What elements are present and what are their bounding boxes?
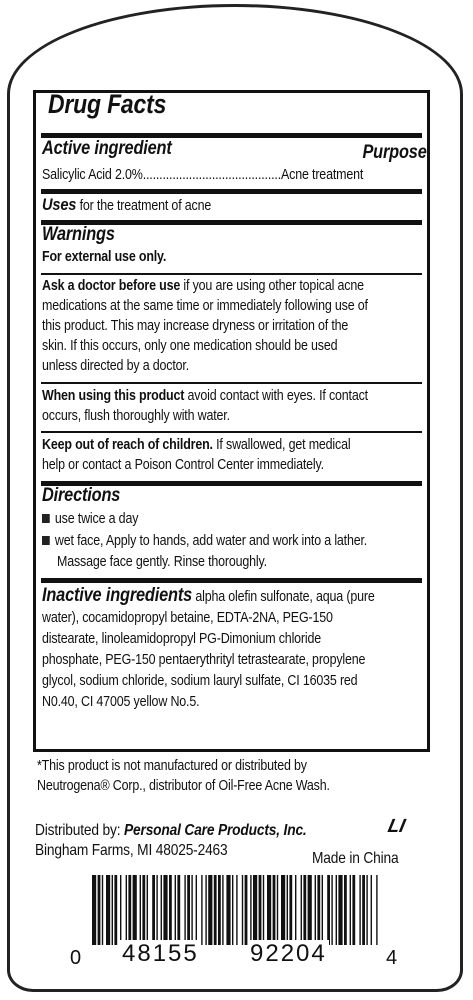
barcode-bar [301,875,302,945]
distributed-by-label: Distributed by: [35,822,121,839]
ask-doctor-line-3: this product. This may increase dryness or irritation of the [42,318,349,334]
barcode [92,875,380,945]
ingredient-name: Salicylic Acid 2.0% [42,167,143,183]
barcode-number-group-2: 92204 [250,940,327,967]
barcode-bar [205,875,206,945]
barcode-bar [315,875,316,945]
warnings-heading: Warnings [42,224,115,245]
barcode-bar [236,875,237,945]
barcode-bar [184,875,185,945]
barcode-bar [322,875,323,945]
barcode-bar [218,875,221,945]
keep-out-line-1: Keep out of reach of children. If swallowed, get medical [42,437,351,453]
barcode-bar [177,875,180,945]
barcode-bar [352,875,355,945]
barcode-bar [142,875,145,945]
purpose-heading: Purpose [362,142,427,163]
distributor-line [35,822,307,840]
barcode-bar [169,875,172,945]
barcode-bar [366,875,367,945]
barcode-bar [287,875,288,945]
bullet-square-icon [42,536,50,545]
barcode-bar [128,875,131,945]
barcode-number-group-1: 48155 [122,940,199,967]
inactive-line-6: N0.40, CI 47005 yellow No.5. [42,694,200,710]
ask-doctor-line-5: unless directed by a doctor. [42,358,189,374]
bullet-square-icon [42,514,50,523]
barcode-bar [147,875,148,945]
barcode-bar [156,875,157,945]
barcode-bar [102,875,103,945]
barcode-bar [376,875,377,945]
barcode-bar [92,875,96,945]
ingredient-purpose: Acne treatment [280,167,364,183]
barcode-bar [338,875,342,945]
drug-facts-title: Drug Facts [48,89,167,119]
barcode-bar [295,875,296,945]
inactive-line-1: Inactive ingredients alpha olefin sulfonate, aqua (pure [42,585,375,606]
barcode-bar [152,875,155,945]
barcode-bar [267,875,271,945]
uses-text: for the treatment of acne [79,198,212,214]
drug-facts-panel [33,90,430,752]
barcode-bar [214,875,217,945]
barcode-bar [133,875,137,945]
barcode-bar [245,875,248,945]
ask-doctor-line-4: skin. If this occurs, only one medication should be used [42,338,338,354]
uses-row [42,196,211,215]
barcode-bar [175,875,176,945]
inactive-line-3: distearate, linoleamidopropyl PG-Dimonium chloride [42,631,322,647]
barcode-bar [317,875,320,945]
direction-item-1: use twice a day [42,510,138,528]
barcode-bar [201,875,202,945]
barcode-bar [289,875,292,945]
barcode-bar [242,875,243,945]
directions-heading: Directions [42,485,121,506]
distributor-address: Bingham Farms, MI 48025-2463 [35,842,228,859]
barcode-bar [112,875,113,945]
barcode-bar [106,875,110,945]
when-using-line-1: When using this product avoid contact with eyes. If contact [42,388,368,404]
barcode-bar [259,875,262,945]
leader-dots: .......................................... [142,167,281,183]
barcode-bar [336,875,337,945]
barcode-bar [344,875,347,945]
made-in-label: Made in China [312,850,399,867]
barcode-bar [163,875,167,945]
barcode-bar [359,875,360,945]
barcode-bar [140,875,141,945]
barcode-bar [161,875,162,945]
disclaimer-line-2: Neutrogena® Corp., distributor of Oil-Free Acne Wash. [37,778,330,794]
ask-doctor-line-2: medications at the same time or immediately following use of [42,298,368,314]
barcode-bar [308,875,312,945]
external-use-text: For external use only. [42,249,167,265]
barcode-bar [281,875,285,945]
barcode-bar [362,875,365,945]
barcode-bar [232,875,233,945]
inactive-line-2: water), cocamidopropyl betaine, EDTA-2NA, PEG-150 [42,610,333,626]
barcode-bar [250,875,251,945]
barcode-bar [253,875,257,945]
active-ingredient-row [42,166,363,184]
active-ingredient-heading: Active ingredient [42,138,172,159]
direction-item-2: wet face, Apply to hands, add water and work into a lather. [42,532,367,550]
barcode-bar [114,875,117,945]
barcode-bar [371,875,372,945]
barcode-bar [350,875,351,945]
barcode-bar [263,875,264,945]
inactive-line-4: phosphate, PEG-150 pentaerythrityl tetrastearate, propylene [42,652,366,668]
barcode-bar [120,875,121,945]
barcode-bar [196,875,197,945]
inactive-line-5: glycol, sodium chloride, sodium lauryl sulfate, CI 16035 red [42,673,358,689]
uses-heading: Uses [42,195,77,214]
barcode-bar [191,875,192,945]
inactive-heading: Inactive ingredients [42,585,193,606]
barcode-bar [303,875,306,945]
barcode-bar [273,875,276,945]
ask-doctor-line-1: Ask a doctor before use if you are using other topical acne [42,278,364,294]
barcode-bar [98,875,101,945]
barcode-bar [208,875,212,945]
barcode-bar [187,875,190,945]
barcode-bar [277,875,278,945]
disclaimer-line-1: *This product is not manufactured or distributed by [37,758,307,774]
barcode-bar [126,875,127,945]
barcode-bar [331,875,332,945]
barcode-number-right: 4 [386,947,400,969]
barcode-bar [327,875,330,945]
keep-out-line-2: help or contact a Poison Control Center immediately. [42,457,324,473]
distributor-name: Personal Care Products, Inc. [124,822,307,839]
when-using-line-2: occurs, flush thoroughly with water. [42,408,230,424]
lot-code: LI [385,816,407,837]
barcode-number-left: 0 [70,947,84,969]
barcode-bar [222,875,223,945]
direction-continuation: Massage face gently. Rinse thoroughly. [57,554,267,570]
barcode-bar [226,875,230,945]
